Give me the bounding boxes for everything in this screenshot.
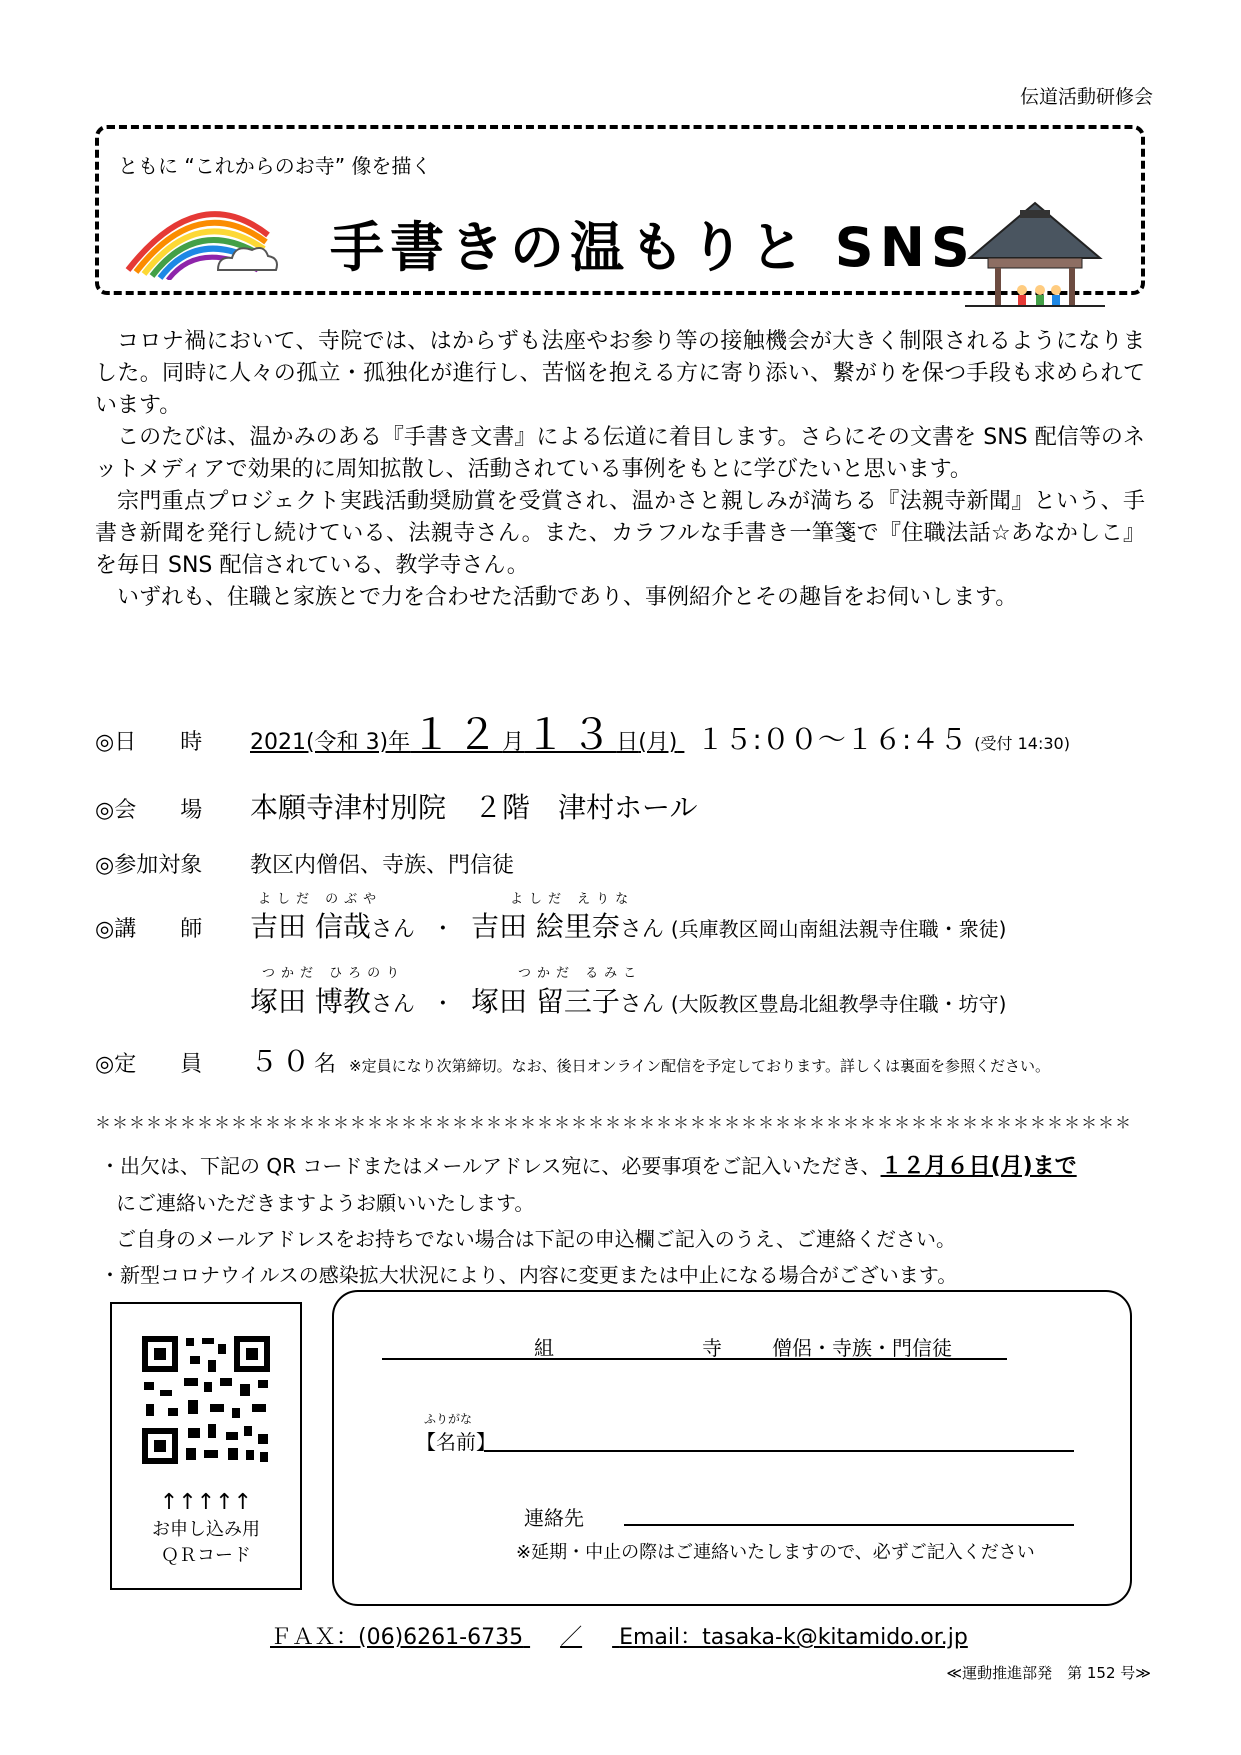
furigana-label: ふりがな [424,1412,473,1426]
capacity-label: ◎定 員 [95,1052,203,1077]
date-day: １３ [524,710,617,759]
contact-label: 連絡先 [524,1506,584,1530]
temple-building-illustration [960,198,1110,310]
lecturer-ruby: よしだ のぶや [258,892,383,907]
contact-field-line[interactable] [624,1524,1074,1526]
lecturer-name: 塚田 留三子 [470,985,620,1018]
intro-paragraph: コロナ禍において、寺院では、はからずも法座やお参り等の接触機会が大きく制限されるようになりました。同時に人々の孤立・孤独化が進行し、苦悩を抱える方に寄り添い、繋がりを保つ手段も求められています。 [95,329,1145,418]
lecturer-name: 塚田 博教 [250,985,371,1018]
lecturer-name: 吉田 絵里奈 [470,910,620,943]
lecturer-suffix: さん [370,917,415,942]
reception-time: (受付 14:30) [974,734,1070,753]
audience-value: 教区内僧侶、寺族、門信徒 [250,853,515,878]
event-title: 手書きの温もりと SNS [330,216,976,279]
capacity-value: ５０ [250,1045,315,1078]
name-field-line[interactable] [484,1450,1074,1452]
tera-label: 寺 [702,1336,722,1360]
intro-paragraph: 宗門重点プロジェクト実践活動奨励賞を受賞され、温かさと親しみが満ちる『法親寺新聞』という、手書き新聞を発行し続けている、法親寺さん。また、カラフルな手書き一筆箋で『住職法話☆あなかしこ』を毎日 SNS 配信されている、教学寺さん。 [95,489,1145,578]
date-weekday: (月) [638,730,678,755]
notes [100,1148,1150,1293]
intro-paragraph: このたびは、温かみのある『手書き文書』による伝道に着目します。さらにその文書を SNS 配信等のネットメディアで効果的に周知拡散し、活動されている事例をもとに学びたいと思います。 [95,425,1145,482]
contact-note: ※延期・中止の際はご連絡いたしますので、必ずご記入ください [516,1542,1035,1563]
banner-subtitle: ともに “これからのお寺” 像を描く [118,154,432,178]
intro-paragraph: いずれも、住職と家族とで力を合わせた活動であり、事例紹介とその趣旨をお伺いします。 [117,585,1018,610]
lecturer-row [95,980,1006,1020]
lecturer-label: ◎講 師 [95,917,203,942]
lecturer-affiliation: (大阪教区豊島北組教學寺住職・坊守) [670,992,1007,1016]
qr-code-box [110,1302,302,1590]
note-no-email: ご自身のメールアドレスをお持ちでない場合は下記の申込欄ご記入のうえ、ご連絡ください。 [116,1227,956,1251]
lecturer-suffix: さん [370,992,415,1017]
qr-caption: ＱＲコード [161,1545,251,1566]
intro-text [95,326,1145,614]
lecturer-affiliation: (兵庫教区岡山南組法親寺住職・衆徒) [670,917,1007,941]
issue-number: ≪運動推進部発 第 152 号≫ [946,1664,1151,1682]
lecturer-ruby: よしだ えりな [510,892,635,907]
footer-separator: ／ [560,1625,583,1650]
date-label: ◎日 時 [95,730,203,755]
capacity-row [95,1040,1050,1080]
note-attendance: ・出欠は、下記の QR コードまたはメールアドレス宛に、必要事項をご記入いただき、 [100,1154,881,1178]
lecturer-ruby: つかだ ひろのり [262,966,406,981]
note-attendance-cont: にご連絡いただきますようお願いいたします。 [116,1191,535,1215]
date-year: 2021(令和 3)年 [250,730,411,755]
audience-row [95,848,514,879]
fax-number: ＦＡＸ：(06)6261-6735 [270,1625,524,1650]
qr-code[interactable] [140,1334,272,1466]
venue-row [95,786,697,826]
asterisk-divider: ＊＊＊＊＊＊＊＊＊＊＊＊＊＊＊＊＊＊＊＊＊＊＊＊＊＊＊＊＊＊＊＊＊＊＊＊＊＊＊＊＊＊＊＊＊＊＊＊＊＊＊＊＊＊＊＊＊＊＊＊＊ [95,1113,1133,1132]
date-row [95,702,1070,762]
lecturer-separator: ・ [431,917,454,942]
venue-value: 本願寺津村別院 ２階 津村ホール [250,791,698,824]
capacity-unit: 名 [314,1052,337,1077]
lecturer-ruby: つかだ るみこ [518,966,643,981]
date-day-unit: 日 [616,730,639,755]
date-time: １５:００～１６:４５ [696,723,968,756]
rainbow-cloud-illustration [118,190,288,280]
qr-caption: お申し込み用 [152,1519,260,1540]
category-options[interactable]: 僧侶・寺族・門信徒 [772,1336,952,1360]
name-label: 【名前】 [416,1430,496,1454]
lecturer-suffix: さん [619,917,664,942]
footer-contact [270,1620,968,1651]
kumi-label: 組 [534,1336,554,1360]
lecturer-row [95,905,1006,945]
audience-label: ◎参加対象 [95,853,203,878]
note-covid: ・新型コロナウイルスの感染拡大状況により、内容に変更または中止になる場合がございます。 [100,1263,958,1287]
lecturer-suffix: さん [619,992,664,1017]
date-month: １２ [410,710,503,759]
lecturer-separator: ・ [431,992,454,1017]
deadline: １２月６日(月)まで [880,1154,1077,1179]
date-month-unit: 月 [502,730,525,755]
capacity-note: ※定員になり次第締切。なお、後日オンライン配信を予定しております。詳しくは裏面を参照ください。 [349,1057,1050,1075]
lecturer-name: 吉田 信哉 [250,910,371,943]
organizer-label: 伝道活動研修会 [1019,86,1153,108]
application-form [332,1290,1132,1606]
arrow-icons: ↑↑↑↑↑ [159,1490,253,1515]
venue-label: ◎会 場 [95,798,203,823]
email-address[interactable]: Email：tasaka-k@kitamido.or.jp [619,1625,968,1650]
